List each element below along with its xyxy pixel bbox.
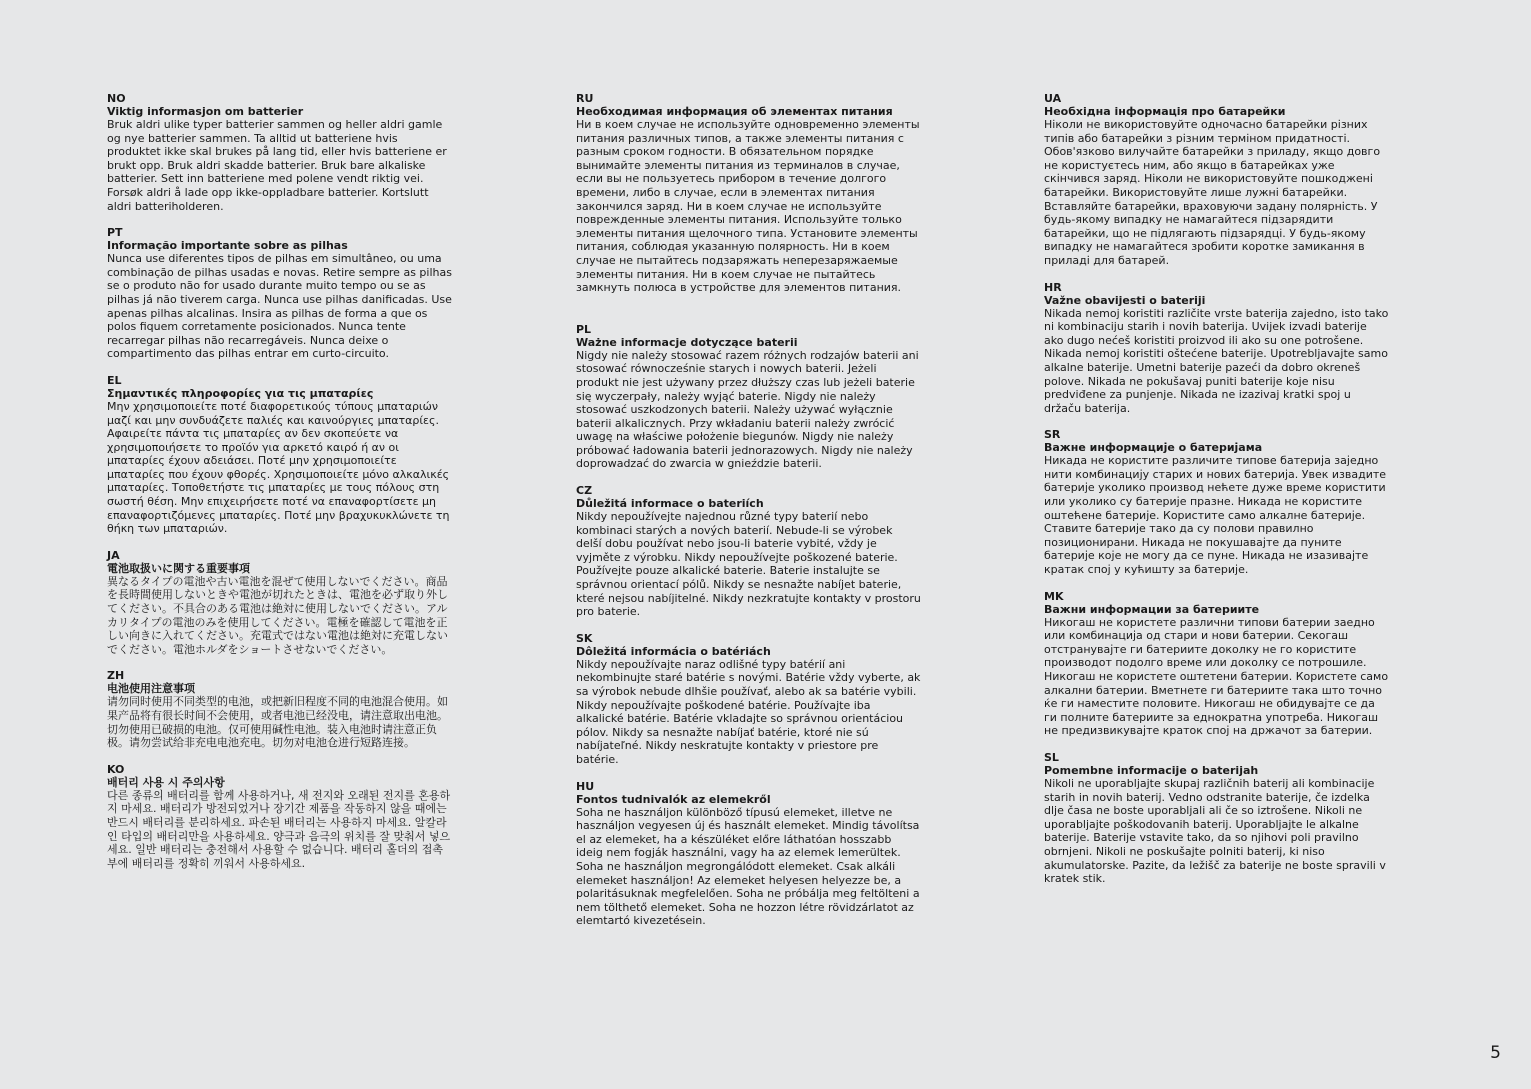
section-pl — [576, 323, 921, 471]
section-body: Nikada nemoj koristiti različite vrste baterija zajedno, isto tako ni kombinaciju starih i novih baterija. Uvijek izvadi baterije ako dugo nećeš koristiti proizvod ili ako su one potrošene. Nikada nemoj koristiti oštećene baterije. Upotrebljavajte samo alkalne baterije. Umetni baterije pazeći da dobro okreneš polove. Nikada ne pokušavaj puniti baterije koje nisu predviđene za punjenje. Nikada ne izazivaj kratki spoj u držaču baterija. — [1044, 306, 1389, 415]
section-heading: 电池使用注意事项 — [107, 682, 195, 696]
section-body: Nunca use diferentes tipos de pilhas em simultâneo, ou uma combinação de pilhas usadas e novas. Retire sempre as pilhas se o produto não for usado durante muito tempo ou se as pilhas já não tiverem carga. Nunca use pilhas danificadas. Use apenas pilhas alcalinas. Insira as pilhas de forma a que os polos fiquem corretamente posicionados. Nunca tente recarregar pilhas não recarregáveis. Nunca deixe o compartimento das pilhas entrar em curto-circuito. — [107, 252, 452, 361]
section-code: UA — [1044, 92, 1062, 105]
section-code: MK — [1044, 589, 1064, 603]
section-code: SR — [1044, 428, 1061, 442]
section-body: Μην χρησιμοποιείτε ποτέ διαφορετικούς τύπους μπαταριών μαζί και μην συνδυάζετε παλιές και καινούργιες μπαταρίες. Αφαιρείτε πάντα τις μπαταρίες αν δεν σκοπεύετε να χρησιμοποιήσετε το προϊόν για αρκετό καιρό ή αν οι μπαταρίες έχουν αδειάσει. Ποτέ μην χρησιμοποιείτε μπαταρίες που έχουν φθορές. Χρησιμοποιείτε μόνο αλκαλικές μπαταρίες. Τοποθετήστε τις μπαταρίες με τους πόλους στη σωστή θέση. Μην επιχειρήσετε ποτέ να επαναφορτίσετε μη επαναφορτιζόμενες μπαταρίες. Ποτέ μην βραχυκυκλώνετε τη θήκη των μπαταριών. — [107, 399, 450, 536]
section-heading: Viktig informasjon om batterier — [107, 105, 304, 118]
section-code: SL — [1044, 750, 1059, 764]
column-3 — [1044, 92, 1389, 899]
section-body: Ніколи не використовуйте одночасно батарейки різних типів або батарейки з різним терміном придатності. Обов'язково вилучайте батарейки з приладу, якщо довго не користуєтесь ним, або якщо в батарейках уже скінчився заряд. Ніколи не використовуйте пошкоджені батарейки. Використовуйте лише лужні батарейки. Вставляйте батарейки, враховуючи задану полярність. У будь-якому випадку не намагайтеся підзарядити батарейки, що не підлягають підзарядці. У будь-якому випадку не намагайтеся зробити коротке замикання в приладі для батарей. — [1044, 118, 1381, 267]
section-body: Nikdy nepoužívejte najednou různé typy baterií nebo kombinaci starých a nových baterií. Nebude-li se výrobek delší dobu používat nebo jsou-li baterie vybité, vždy je vyjměte z výrobku. Nikdy nepoužívejte poškozené baterie. Používejte pouze alkalické baterie. Baterie instalujte se správnou orientací pólů. Nikdy se nesnažte nabíjet baterie, které nejsou nabíjitelné. Nikdy nezkratujte kontakty v prostoru pro baterie. — [576, 510, 921, 619]
section-cz — [576, 484, 921, 619]
section-body: Ни в коем случае не используйте одновременно элементы питания различных типов, а также элементы питания с разным сроком годности. В обязательном порядке вынимайте элементы питания из терминалов в случае, если вы не пользуетесь прибором в течение долгого времени, либо в случае, если в элементах питания закончился заряд. Ни в коем случае не используйте поврежденные элементы питания. Используйте только элементы питания щелочного типа. Установите элементы питания, соблюдая указанную полярность. Ни в коем случае не пытайтесь подзаряжать неперезаряжаемые элементы питания. Ни в коем случае не пытайтесь замкнуть полюса в устройстве для элементов питания. — [576, 118, 920, 295]
section-pt — [107, 226, 452, 361]
column-1 — [107, 92, 452, 883]
section-heading: Pomembne informacije o baterijah — [1044, 763, 1259, 777]
section-sl — [1044, 751, 1389, 886]
section-code: SK — [576, 631, 593, 645]
section-body: 異なるタイプの電池や古い電池を混ぜて使用しないでください。商品を長時間使用しないときや電池が切れたときは、電池を必ず取り外してください。不具合のある電池は絶対に使用しないでください。アルカリタイプの電池のみを使用してください。電極を確認して電池を正しい向きに入れてください。充電式ではない電池は絶対に充電しないでください。電池ホルダをショートさせないでください。 — [107, 574, 448, 656]
section-code: PT — [107, 226, 123, 240]
section-heading: Informação importante sobre as pilhas — [107, 239, 348, 253]
section-heading: Важни информации за батериите — [1044, 602, 1260, 616]
section-heading: 배터리 사용 시 주의사항 — [107, 775, 225, 789]
section-code: JA — [107, 548, 120, 562]
section-body: Никада не користите различите типове батерија заједно нити комбинацију старих и нових батерија. Увек извадите батерије уколико производ нећете дуже време користити или уколико су батерије празне. Никада не користите оштећене батерије. Користите само алкалне батерије. Ставите батерије тако да су полови правилно позиционирани. Никада не покушавајте да пуните батерије које не могу да се пуне. Никада не изазивајте кратак спој у кућишту за батерије. — [1044, 454, 1387, 577]
section-code: ZH — [107, 669, 125, 683]
section-body: Bruk aldri ulike typer batterier sammen og heller aldri gamle og nye batterier sammen. Ta alltid ut batteriene hvis produktet ikke skal brukes på lang tid, eller hvis batteriene er brukt opp. Bruk aldri skadde batterier. Bruk bare alkaliske batterier. Sett inn batteriene med polene vendt riktig vei. Forsøk aldri å lade opp ikke-oppladbare batterier. Kortslutt aldri batteriholderen. — [107, 118, 447, 213]
section-body: 请勿同时使用不同类型的电池，或把新旧程度不同的电池混合使用。如果产品将有很长时间不会使用，或者电池已经没电，请注意取出电池。切勿使用已破损的电池。仅可使用碱性电池。装入电池时请注意正负极。请勿尝试给非充电电池充电。切勿对电池仓进行短路连接。 — [107, 695, 448, 750]
section-code: HU — [576, 779, 595, 793]
section-heading: Fontos tudnivalók az elemekről — [576, 792, 771, 806]
section-body: Nikoli ne uporabljajte skupaj različnih baterij ali kombinacije starih in novih baterij. Vedno odstranite baterije, če izdelka dlje časa ne boste uporabljali ali če so iztrošene. Nikoli ne uporabljajte poškodovanih baterij. Uporabljajte le alkalne baterije. Baterije vstavite tako, da so njihovi poli pravilno obrnjeni. Nikoli ne poskušajte polniti baterij, ki niso akumulatorske. Pazite, da ležišč za baterije ne boste spravili v kratek stik. — [1044, 776, 1386, 886]
section-code: CZ — [576, 484, 593, 498]
section-el — [107, 374, 452, 536]
page-number: 5 — [1490, 1043, 1501, 1063]
section-body: Никогаш не користете различни типови батерии заедно или комбинација од стари и нови батерии. Секогаш отстранувајте ги батериите доколку не го користите производот подолго време или доколку се потрошиле. Никогаш не користете оштетени батерии. Користете само алкални батерии. Вметнете ги батериите така што точно ќе ги наместите половите. Никогаш не обидувајте се да ги полните батериите за еднократна употреба. Никогаш не предизвикувајте краток спој на држачот за батерии. — [1044, 615, 1389, 738]
section-heading: Σημαντικές πληροφορίες για τις μπαταρίες — [107, 386, 374, 400]
section-heading: Važne obavijesti o bateriji — [1044, 293, 1206, 307]
section-heading: Необхідна інформація про батарейки — [1044, 105, 1286, 118]
section-code: PL — [576, 322, 592, 336]
section-sk — [576, 632, 921, 767]
section-no — [107, 92, 452, 213]
section-code: KO — [107, 762, 125, 776]
section-heading: Ważne informacje dotyczące baterii — [576, 335, 798, 349]
section-code: NO — [107, 92, 126, 105]
section-body: Nigdy nie należy stosować razem różnych rodzajów baterii ani stosować równocześnie starych i nowych baterii. Jeżeli produkt nie jest używany przez dłuższy czas lub jeżeli baterie się wyczerpały, należy wyjąć baterie. Nigdy nie należy stosować uszkodzonych baterii. Należy używać wyłącznie baterii alkalicznych. Przy wkładaniu baterii należy zwrócić uwagę na właściwe położenie biegunów. Nigdy nie należy próbować ładowania baterii jednorazowych. Nigdy nie należy doprowadzać do zwarcia w gnieździe baterii. — [576, 348, 919, 471]
section-code: EL — [107, 373, 122, 387]
section-heading: Необходимая информация об элементах питания — [576, 105, 893, 118]
section-sr — [1044, 428, 1389, 576]
section-code: HR — [1044, 280, 1062, 294]
section-heading: Dôležitá informácia o batériách — [576, 644, 771, 658]
column-2 — [576, 92, 921, 941]
section-hu — [576, 780, 921, 928]
section-code: RU — [576, 92, 594, 105]
section-ua — [1044, 92, 1389, 268]
section-heading: 電池取扱いに関する重要事項 — [107, 561, 250, 575]
section-ru — [576, 92, 921, 295]
section-mk — [1044, 590, 1389, 738]
section-body: 다른 종류의 배터리를 함께 사용하거나, 새 전지와 오래된 전지를 혼용하지 마세요. 배터리가 방전되었거나 장기간 제품을 작동하지 않을 때에는 반드시 배터리를 분리하세요. 파손된 배터리는 사용하지 마세요. 알칼라인 타입의 배터리만을 사용하세요. 양극과 음극의 위치를 잘 맞춰서 넣으세요. 일반 배터리는 충전해서 사용할 수 없습니다. 배터리 홀더의 접촉부에 배터리를 정확히 끼워서 사용하세요. — [107, 788, 451, 870]
section-heading: Důležitá informace o bateriích — [576, 497, 764, 511]
section-heading: Важне информације о батеријама — [1044, 441, 1263, 455]
section-body: Soha ne használjon különböző típusú elemeket, illetve ne használjon vegyesen új és használt elemeket. Mindig távolítsa el az elemeket, ha a készüléket előre láthatóan hosszabb ideig nem fogják használni, vagy ha az elemek lemerültek. Soha ne használjon megrongálódott elemeket. Csak alkáli elemeket használjon! Az elemeket helyesen helyezze be, a polaritásuknak megfelelően. Soha ne próbálja meg feltölteni a nem tölthető elemeket. Soha ne hozzon létre rövidzárlatot az elemtartó kivezetésein. — [576, 805, 920, 928]
section-ja — [107, 549, 452, 657]
section-body: Nikdy nepoužívajte naraz odlišné typy batérií ani nekombinujte staré batérie s novými. Batérie vždy vyberte, ak sa výrobok nebude dlhšie používať, alebo ak sa batérie vybili. Nikdy nepoužívajte poškodené batérie. Používajte iba alkalické batérie. Batérie vkladajte so správnou orientáciou pólov. Nikdy sa nesnažte nabíjať batérie, ktoré nie sú nabíjateľné. Nikdy neskratujte kontakty v priestore pre batérie. — [576, 657, 921, 766]
section-ko — [107, 763, 452, 871]
section-hr — [1044, 281, 1389, 416]
section-zh — [107, 669, 452, 749]
